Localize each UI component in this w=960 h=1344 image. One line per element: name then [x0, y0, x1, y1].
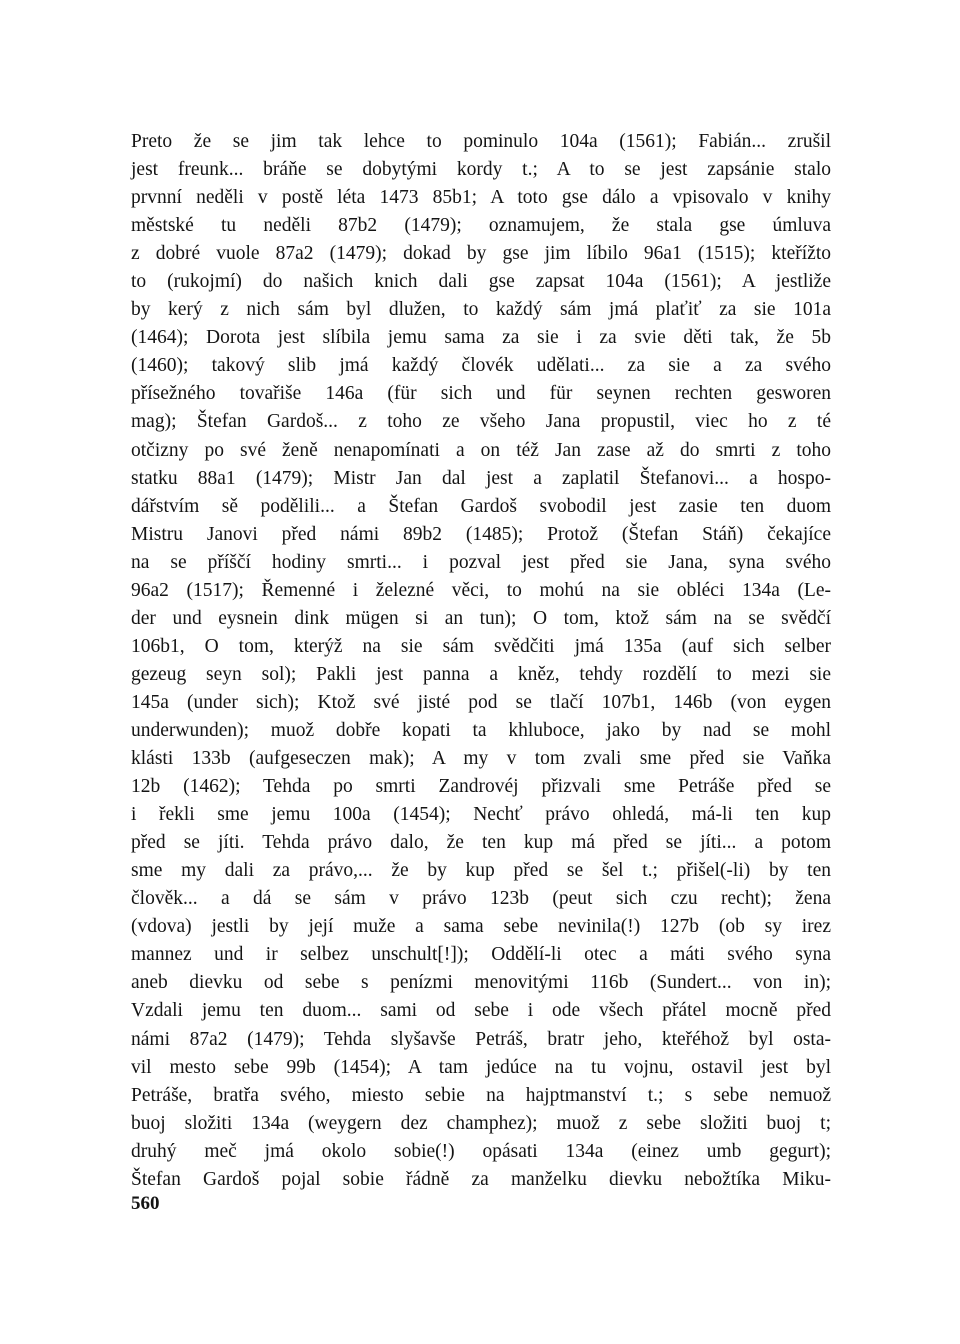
text-line: 96a2 (1517); Řemenné i železné věci, to mohú na sie obléci 134a (Le-: [131, 579, 831, 601]
page-number: 560: [131, 1193, 160, 1214]
text-line: prvnní neděli v postě léta 1473 85b1; A toto gse dálo a vpisovalo v knihy: [131, 187, 831, 209]
text-line: přísežného tovařiše 146a (für sich und für seynen rechten gesworen: [131, 383, 831, 405]
text-line: městské tu neděli 87b2 (1479); oznamujem, že stala gse úmluva: [131, 215, 831, 237]
text-line: druhý meč jmá okolo sobie(!) opásati 134a (einez umb gegurt);: [131, 1140, 831, 1162]
text-line: (vdova) jestli by její muže a sama sebe nevinila(!) 127b (ob sy irez: [131, 916, 831, 938]
text-line: to (rukojmí) do našich knich dali gse zapsat 104a (1561); A jestliže: [131, 271, 831, 293]
text-line: člověk... a dá se sám v právo 123b (peut sich czu recht); žena: [131, 888, 831, 910]
text-line: gezeug seyn sol); Pakli jest panna a kněz, tehdy rozdělí to mezi sie: [131, 663, 831, 685]
text-line: Vzdali jemu ten duom... sami od sebe i ode všech přátel mocně před: [131, 1000, 831, 1022]
text-line: Preto že se jim tak lehce to pominulo 104a (1561); Fabián... zrušil: [131, 131, 831, 152]
text-line: 145a (under sich); Ktož své jisté pod se tlačí 107b1, 146b (von eygen: [131, 691, 831, 713]
text-line: (1460); takový slib jmá každý človék udělati... za sie a za svého: [131, 355, 831, 377]
text-line: sme my dali za právo,... že by kup před se šel t.; přišel(-li) by ten: [131, 860, 831, 882]
text-line: klásti 133b (aufgeseczen mak); A my v tom zvali sme před sie Vaňka: [131, 748, 831, 770]
body-text: [131, 128, 831, 1194]
text-line: mag); Štefan Gardoš... z toho ze všeho Jana propustil, viec ho z té: [131, 411, 831, 433]
text-line: námi 87a2 (1479); Tehda slyšavše Petráš, bratr jeho, kteřéhož byl osta-: [131, 1028, 831, 1050]
text-line: underwunden); muož dobře kopati ta khluboce, jako by nad se mohl: [131, 719, 831, 741]
text-line: dářstvím sě podělili... a Štefan Gardoš svobodil jest zasie ten duom: [131, 495, 831, 517]
text-line: 106b1, O tom, kterýž na sie sám svědčiti jmá 135a (auf sich selber: [131, 635, 831, 657]
text-line: buoj složiti 134a (weygern dez champhez); muož z sebe složiti buoj t;: [131, 1112, 831, 1134]
text-line: Štefan Gardoš pojal sobie řádně za manželku dievku nebožtíka Miku-: [131, 1168, 831, 1190]
text-line: aneb dievku od sebe s penízmi menovitými 116b (Sundert... von in);: [131, 972, 831, 994]
text-line: mannez und ir selbez unschult[!]); Oddělí-li otec a máti svého syna: [131, 944, 831, 966]
text-line: Petráše, bratřa svého, miesto sebie na hajptmanství t.; s sebe nemuož: [131, 1084, 831, 1106]
text-line: 12b (1462); Tehda po smrti Zandrovéj přizvali sme Petráše před se: [131, 776, 831, 798]
text-line: jest freunk... bráňe se dobytými kordy t.; A to se jest zapsánie stalo: [131, 159, 831, 181]
text-line: (1464); Dorota jest slíbila jemu sama za sie i za svie děti tak, že 5b: [131, 327, 831, 349]
text-line: Mistru Janovi před námi 89b2 (1485); Protož (Štefan Stáň) čekajíce: [131, 523, 831, 545]
text-line: der und eysnein dink mügen si an tun); O tom, ktož sám na se svědčí: [131, 607, 831, 629]
text-line: by kerý z nich sám byl dlužen, to každý sám jmá plaťiť za sie 101a: [131, 299, 831, 321]
text-line: statku 88a1 (1479); Mistr Jan dal jest a zaplatil Štefanovi... a hospo-: [131, 467, 831, 489]
text-line: na se příščí hodiny smrti... i pozval jest před sie Jana, syna svého: [131, 551, 831, 573]
text-line: před se jíti. Tehda právo dalo, že ten kup má před se jíti... a potom: [131, 832, 831, 854]
text-line: vil mesto sebe 99b (1454); A tam jedúce na tu vojnu, ostavil jest byl: [131, 1056, 831, 1078]
text-line: otčizny po své ženě nenapomínati a on též Jan zase až do smrti z toho: [131, 439, 831, 461]
text-line: z dobré vuole 87a2 (1479); dokad by gse jim líbilo 96a1 (1515); kteřížto: [131, 243, 831, 265]
text-line: i řekli sme jemu 100a (1454); Nechť právo ohledá, má-li ten kup: [131, 804, 831, 826]
